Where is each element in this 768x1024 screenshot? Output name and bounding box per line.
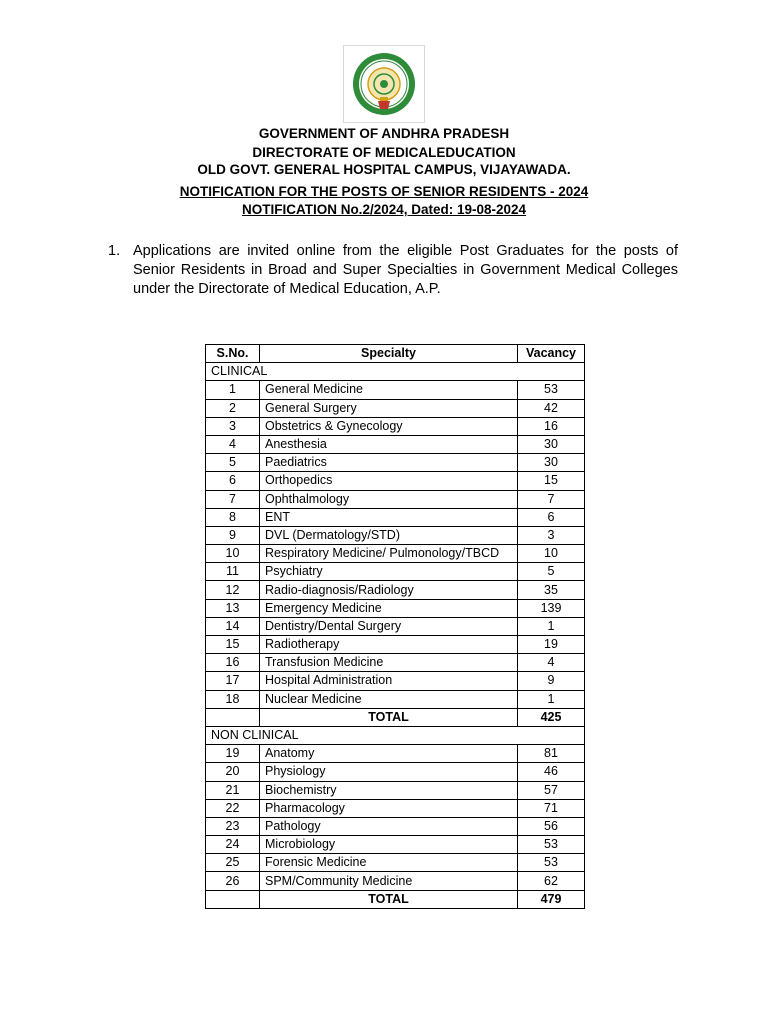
header-vacancy: Vacancy [518,345,585,363]
sno-cell: 25 [206,854,260,872]
specialty-cell: General Surgery [260,399,518,417]
section-row [206,363,585,381]
table-row [206,508,585,526]
vacancy-cell: 46 [518,763,585,781]
sno-cell: 1 [206,381,260,399]
vacancy-cell: 7 [518,490,585,508]
vacancy-cell: 56 [518,817,585,835]
specialty-cell: Ophthalmology [260,490,518,508]
total-row [206,890,585,908]
vacancy-cell: 57 [518,781,585,799]
specialty-cell: Microbiology [260,836,518,854]
sno-cell: 21 [206,781,260,799]
total-row [206,708,585,726]
specialty-cell: Radiotherapy [260,636,518,654]
table-row [206,581,585,599]
table-row [206,381,585,399]
vacancy-cell: 53 [518,854,585,872]
sno-cell: 22 [206,799,260,817]
specialty-cell: SPM/Community Medicine [260,872,518,890]
sno-cell: 11 [206,563,260,581]
specialty-cell: Biochemistry [260,781,518,799]
table-row [206,854,585,872]
specialty-cell: ENT [260,508,518,526]
vacancy-cell: 35 [518,581,585,599]
table-row [206,690,585,708]
total-value: 479 [518,890,585,908]
table-row [206,799,585,817]
sno-cell: 4 [206,435,260,453]
sno-cell: 6 [206,472,260,490]
sno-cell: 16 [206,654,260,672]
table-row [206,617,585,635]
section-title: NON CLINICAL [206,726,585,744]
table-row [206,399,585,417]
vacancy-cell: 30 [518,454,585,472]
header-address: OLD GOVT. GENERAL HOSPITAL CAMPUS, VIJAYAWADA. [197,162,571,177]
header-government: GOVERNMENT OF ANDHRA PRADESH [258,126,510,141]
sno-cell: 26 [206,872,260,890]
table-row [206,636,585,654]
sno-cell: 24 [206,836,260,854]
vacancy-cell: 62 [518,872,585,890]
total-label: TOTAL [260,708,518,726]
vacancy-cell: 4 [518,654,585,672]
table-row [206,745,585,763]
specialty-cell: Radio-diagnosis/Radiology [260,581,518,599]
sno-cell: 19 [206,745,260,763]
andhra-pradesh-state-emblem-icon [351,51,417,117]
table-row [206,472,585,490]
specialty-cell: Psychiatry [260,563,518,581]
sno-cell: 7 [206,490,260,508]
specialty-cell: Anatomy [260,745,518,763]
header-notification-title-wrap [0,184,768,200]
total-empty-cell [206,708,260,726]
paragraph-text: Applications are invited online from the eligible Post Graduates for the posts of Senior Residents in Broad and Super Specialties in Government Medical Colleges under the Directorate of Medical Education, A.P. [133,243,678,297]
table-row [206,435,585,453]
table-row [206,872,585,890]
specialty-cell: Nuclear Medicine [260,690,518,708]
sno-cell: 10 [206,545,260,563]
specialty-cell: Forensic Medicine [260,854,518,872]
table-row [206,599,585,617]
total-label: TOTAL [260,890,518,908]
table-row [206,672,585,690]
specialty-cell: Respiratory Medicine/ Pulmonology/TBCD [260,545,518,563]
header-directorate: DIRECTORATE OF MEDICALEDUCATION [252,145,516,160]
vacancy-cell: 19 [518,636,585,654]
invitation-paragraph [108,242,678,299]
state-emblem [343,45,425,123]
sno-cell: 2 [206,399,260,417]
vacancy-cell: 30 [518,435,585,453]
vacancy-cell: 139 [518,599,585,617]
specialty-cell: Obstetrics & Gynecology [260,417,518,435]
table-row [206,545,585,563]
section-row [206,726,585,744]
total-empty-cell [206,890,260,908]
vacancy-cell: 42 [518,399,585,417]
vacancy-cell: 15 [518,472,585,490]
table-row [206,417,585,435]
sno-cell: 20 [206,763,260,781]
vacancy-cell: 53 [518,381,585,399]
vacancy-cell: 71 [518,799,585,817]
table-row [206,781,585,799]
sno-cell: 15 [206,636,260,654]
specialty-cell: Orthopedics [260,472,518,490]
header-notification-number-wrap [0,202,768,218]
paragraph-number: 1. [108,243,121,259]
specialty-cell: Dentistry/Dental Surgery [260,617,518,635]
table-row [206,654,585,672]
sno-cell: 18 [206,690,260,708]
vacancy-cell: 10 [518,545,585,563]
table-row [206,490,585,508]
sno-cell: 8 [206,508,260,526]
table-row [206,836,585,854]
table-row [206,454,585,472]
vacancy-cell: 1 [518,690,585,708]
sno-cell: 14 [206,617,260,635]
specialty-cell: Transfusion Medicine [260,654,518,672]
vacancy-cell: 6 [518,508,585,526]
specialty-cell: Anesthesia [260,435,518,453]
sno-cell: 5 [206,454,260,472]
specialty-cell: Pathology [260,817,518,835]
vacancy-cell: 9 [518,672,585,690]
sno-cell: 9 [206,526,260,544]
vacancy-cell: 3 [518,526,585,544]
vacancy-cell: 1 [518,617,585,635]
sno-cell: 13 [206,599,260,617]
sno-cell: 12 [206,581,260,599]
specialty-cell: Paediatrics [260,454,518,472]
sno-cell: 23 [206,817,260,835]
section-title: CLINICAL [206,363,585,381]
vacancy-cell: 16 [518,417,585,435]
header-notification-number: NOTIFICATION No.2/2024, Dated: 19-08-2024 [241,202,527,217]
table-row [206,526,585,544]
table-row [206,563,585,581]
table-row [206,817,585,835]
vacancy-table [205,344,585,909]
vacancy-cell: 53 [518,836,585,854]
specialty-cell: Hospital Administration [260,672,518,690]
vacancy-cell: 5 [518,563,585,581]
header-notification-title: NOTIFICATION FOR THE POSTS OF SENIOR RESIDENTS - 2024 [179,184,589,199]
specialty-cell: Physiology [260,763,518,781]
specialty-cell: Pharmacology [260,799,518,817]
vacancy-cell: 81 [518,745,585,763]
specialty-cell: DVL (Dermatology/STD) [260,526,518,544]
specialty-cell: General Medicine [260,381,518,399]
header-sno: S.No. [206,345,260,363]
header-specialty: Specialty [260,345,518,363]
total-value: 425 [518,708,585,726]
table-row [206,763,585,781]
table-header-row [206,345,585,363]
specialty-cell: Emergency Medicine [260,599,518,617]
sno-cell: 3 [206,417,260,435]
sno-cell: 17 [206,672,260,690]
